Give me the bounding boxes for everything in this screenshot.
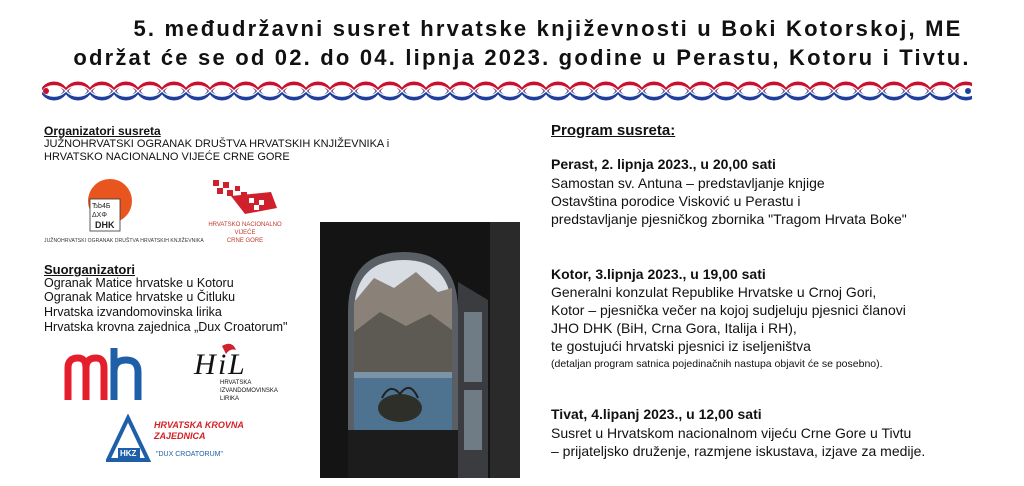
co-organizer-item: Ogranak Matice hrvatske u Kotoru [44, 276, 234, 290]
svg-text:L: L [228, 348, 245, 381]
hkz-sub: "DUX CROATORUM" [156, 451, 223, 458]
svg-text:H: H [194, 348, 216, 381]
hnv-caption-2: VIJEĆE [234, 230, 256, 236]
headline-line-1: 5. međudržavni susret hrvatske književnosti u Boki Kotorskoj, ME [133, 16, 963, 41]
headline-line-2: održat će se od 02. do 04. lipnja 2023. godine u Perastu, Kotoru i Tivtu. [73, 45, 971, 70]
dhk-logo [78, 175, 138, 235]
co-organizer-item: Hrvatska izvandomovinska lirika [44, 305, 222, 319]
perast-event-line: Ostavština porodice Visković u Perastu i [551, 193, 801, 209]
hnv-caption-3: CRNE GORE [226, 238, 264, 244]
hil-caption-3: LIRIKA [220, 396, 240, 402]
dhk-caption: JUŽNOHRVATSKI OGRANAK DRUŠTVA HRVATSKIH KNJIŽEVNIKA [44, 238, 204, 244]
window-bay-photo [320, 222, 520, 478]
hil-caption-2: IZVANDOMOVINSKA [220, 388, 278, 394]
hnv-caption-1: HRVATSKO NACIONALNO [208, 222, 282, 228]
hkz-logo [106, 414, 246, 464]
organizers-heading: Organizatori susreta [44, 124, 161, 138]
kotor-event-line: Kotor – pjesnička večer na kojoj sudjeluju pjesnici članovi [551, 302, 906, 318]
dhk-logo-text: DHK [95, 220, 115, 230]
hkz-letters: HKZ [120, 449, 137, 458]
tivat-event-line: Susret u Hrvatskom nacionalnom vijeću Crne Gore u Tivtu [551, 425, 912, 441]
perast-event-line: Samostan sv. Antuna – predstavljanje knjige [551, 175, 825, 191]
kotor-event-line: te gostujući hrvatski pjesnici iz iseljeništva [551, 338, 811, 354]
kotor-event-line: JHO DHK (BiH, Crna Gora, Italija i RH), [551, 320, 797, 336]
perast-event-heading: Perast, 2. lipnja 2023., u 20,00 sati [551, 156, 776, 172]
svg-text:i: i [218, 348, 227, 381]
hil-logo [192, 342, 292, 406]
tivat-event-heading: Tivat, 4.lipanj 2023., u 12,00 sati [551, 406, 762, 422]
svg-text:ΔXΦ: ΔXΦ [92, 212, 107, 219]
program-heading: Program susreta: [551, 122, 676, 139]
svg-text:Ђb4Б: Ђb4Б [92, 203, 111, 210]
organizers-line-2: HRVATSKO NACIONALNO VIJEĆE CRNE GORE [44, 151, 290, 163]
co-organizer-item: Hrvatska krovna zajednica „Dux Croatorum" [44, 320, 288, 334]
kotor-event-note: (detaljan program satnica pojedinačnih nastupa objavit će se posebno). [551, 358, 883, 370]
croatian-braid-ornament [42, 80, 972, 102]
hkz-title-1: HRVATSKA KROVNA [154, 420, 244, 430]
kotor-event-line: Generalni konzulat Republike Hrvatske u Crnoj Gori, [551, 284, 877, 300]
tivat-event-line: – prijateljsko druženje, razmjene iskustava, izjave za medije. [551, 443, 926, 459]
organizers-line-1: JUŽNOHRVATSKI OGRANAK DRUŠTVA HRVATSKIH KNJIŽEVNIKA i [44, 138, 390, 150]
co-organizer-item: Ogranak Matice hrvatske u Čitluku [44, 290, 236, 304]
matica-hrvatska-logo [64, 346, 146, 402]
hkz-title-2: ZAJEDNICA [154, 431, 206, 441]
hnv-logo [205, 178, 285, 218]
kotor-event-heading: Kotor, 3.lipnja 2023., u 19,00 sati [551, 266, 766, 282]
hil-caption-1: HRVATSKA [220, 380, 252, 386]
co-organizers-heading: Suorganizatori [44, 262, 136, 277]
perast-event-line: predstavljanje pjesničkog zbornika "Tragom Hrvata Boke" [551, 211, 907, 227]
